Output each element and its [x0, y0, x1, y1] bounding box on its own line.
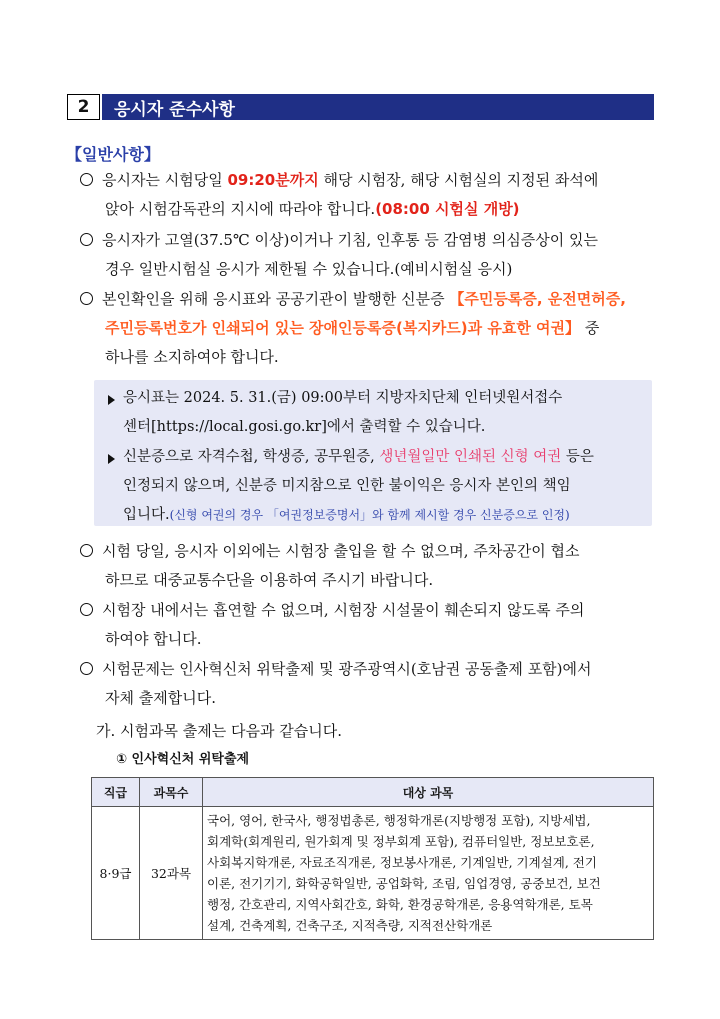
text-line — [80, 314, 660, 343]
rule-item-exam-questions — [80, 655, 660, 713]
text-segment: 응시자가 고열(37.5℃ 이상)이거나 기침, 인후통 등 감염병 의심증상이 있는 — [102, 231, 599, 249]
highlighted-text: 생년월일만 인쇄된 신형 여권 — [379, 449, 562, 465]
text-segment: 신분증으로 자격수첩, 학생증, 공무원증, — [123, 449, 380, 465]
text-segment: 자체 출제합니다. — [105, 689, 216, 707]
subject-line: 회계학(회계원리, 원가회계 및 정부회계 포함), 컴퓨터일반, 정보보호론, — [207, 834, 595, 849]
text-line — [108, 472, 648, 501]
text-segment: 시험장 내에서는 흡연할 수 없으며, 시험장 시설물이 훼손되지 않도록 주의 — [102, 601, 585, 619]
text-line — [80, 566, 660, 595]
circle-bullet-icon — [80, 173, 93, 186]
text-segment: 하여야 합니다. — [105, 630, 202, 648]
text-line — [80, 255, 660, 284]
text-line — [108, 443, 648, 472]
header-count: 과목수 — [140, 778, 203, 807]
highlighted-text: 주민등록번호가 인쇄되어 있는 장애인등록증(복지카드)과 유효한 여권】 — [105, 319, 581, 337]
table-row — [92, 807, 654, 940]
text-line — [108, 413, 648, 442]
text-segment: 해당 시험장, 해당 시험실의 지정된 좌석에 — [318, 171, 599, 189]
text-line — [80, 285, 660, 314]
text-segment: 경우 일반시험실 응시가 제한될 수 있습니다.(예비시험실 응시) — [105, 260, 513, 278]
text-line — [80, 655, 660, 684]
text-line — [80, 343, 660, 372]
text-segment: 센터[https://local.gosi.go.kr]에서 출력할 수 있습니다. — [123, 419, 486, 435]
subject-line: 설계, 건축계획, 건축구조, 지적측량, 지적전산학개론 — [207, 918, 493, 933]
text-line — [80, 226, 660, 255]
text-line — [80, 684, 660, 713]
rule-item-identification — [80, 285, 660, 372]
highlighted-text: (신형 여권의 경우 「여권정보증명서」와 함께 제시할 경우 신분증으로 인정) — [169, 508, 570, 522]
text-line — [80, 537, 660, 566]
header-subjects: 대상 과목 — [203, 778, 654, 807]
section-number: 2 — [67, 94, 100, 120]
highlighted-text: (08:00 시험실 개방) — [375, 200, 520, 218]
text-segment: 중 — [580, 319, 600, 337]
notice-item-admission-ticket — [108, 384, 648, 442]
text-segment: 응시자는 시험당일 — [102, 171, 228, 189]
text-segment: 본인확인을 위해 응시표와 공공기관이 발행한 신분증 — [102, 290, 450, 308]
rule-item-arrival — [80, 166, 660, 224]
triangle-bullet-icon — [108, 395, 115, 405]
circle-bullet-icon — [80, 544, 93, 557]
text-segment: 하므로 대중교통수단을 이용하여 주시기 바랍니다. — [105, 571, 434, 589]
notice-box — [94, 380, 652, 526]
subjects-table — [91, 777, 654, 940]
general-heading: 【일반사항】 — [66, 145, 160, 164]
header-grade: 직급 — [92, 778, 140, 807]
text-segment: 시험문제는 인사혁신처 위탁출제 및 광주광역시(호남권 공동출제 포함)에서 — [102, 660, 592, 678]
text-segment: 하나를 소지하여야 합니다. — [105, 348, 279, 366]
subject-line: 이론, 전기기기, 화학공학일반, 공업화학, 조림, 임업경영, 공중보건, 보건 — [207, 876, 601, 891]
subject-line: 국어, 영어, 한국사, 행정법총론, 행정학개론(지방행정 포함), 지방세법, — [207, 813, 591, 828]
text-line — [80, 596, 660, 625]
circle-bullet-icon — [80, 292, 93, 305]
text-line — [80, 166, 660, 195]
text-segment: 인정되지 않으며, 신분증 미지참으로 인한 불이익은 응시자 본인의 책임 — [123, 478, 571, 494]
section-header — [67, 94, 654, 120]
text-line — [80, 625, 660, 654]
rule-item-smoking — [80, 596, 660, 654]
highlighted-text: 09:20분까지 — [227, 171, 319, 189]
circle-bullet-icon — [80, 662, 93, 675]
subsection-one: ① 인사혁신처 위탁출제 — [116, 752, 250, 767]
highlighted-text: 【주민등록증, 운전면허증, — [449, 290, 626, 308]
section-title: 응시자 준수사항 — [102, 94, 654, 120]
subject-line: 사회복지학개론, 자료조직개론, 정보봉사개론, 기계일반, 기계설계, 전기 — [207, 855, 597, 870]
text-segment: 시험 당일, 응시자 이외에는 시험장 출입을 할 수 없으며, 주차공간이 협소 — [102, 542, 580, 560]
subsection-ga: 가. 시험과목 출제는 다음과 같습니다. — [96, 722, 342, 740]
circle-bullet-icon — [80, 233, 93, 246]
rule-item-entry — [80, 537, 660, 595]
cell-subjects — [203, 807, 654, 940]
cell-grade: 8·9급 — [92, 807, 140, 940]
circle-bullet-icon — [80, 603, 93, 616]
text-line — [108, 501, 648, 530]
cell-count: 32과목 — [140, 807, 203, 940]
text-segment: 응시표는 2024. 5. 31.(금) 09:00부터 지방자치단체 인터넷원서접수 — [123, 390, 563, 406]
subject-line: 행정, 간호관리, 지역사회간호, 화학, 환경공학개론, 응용역학개론, 토목 — [207, 897, 593, 912]
text-line — [108, 384, 648, 413]
table-header-row — [92, 778, 654, 807]
text-segment: 앉아 시험감독관의 지시에 따라야 합니다. — [105, 200, 376, 218]
text-segment: 입니다. — [123, 507, 170, 523]
text-segment: 등은 — [561, 449, 594, 465]
text-line — [80, 195, 660, 224]
notice-item-id-exceptions — [108, 443, 648, 530]
triangle-bullet-icon — [108, 454, 115, 464]
rule-item-fever — [80, 226, 660, 284]
